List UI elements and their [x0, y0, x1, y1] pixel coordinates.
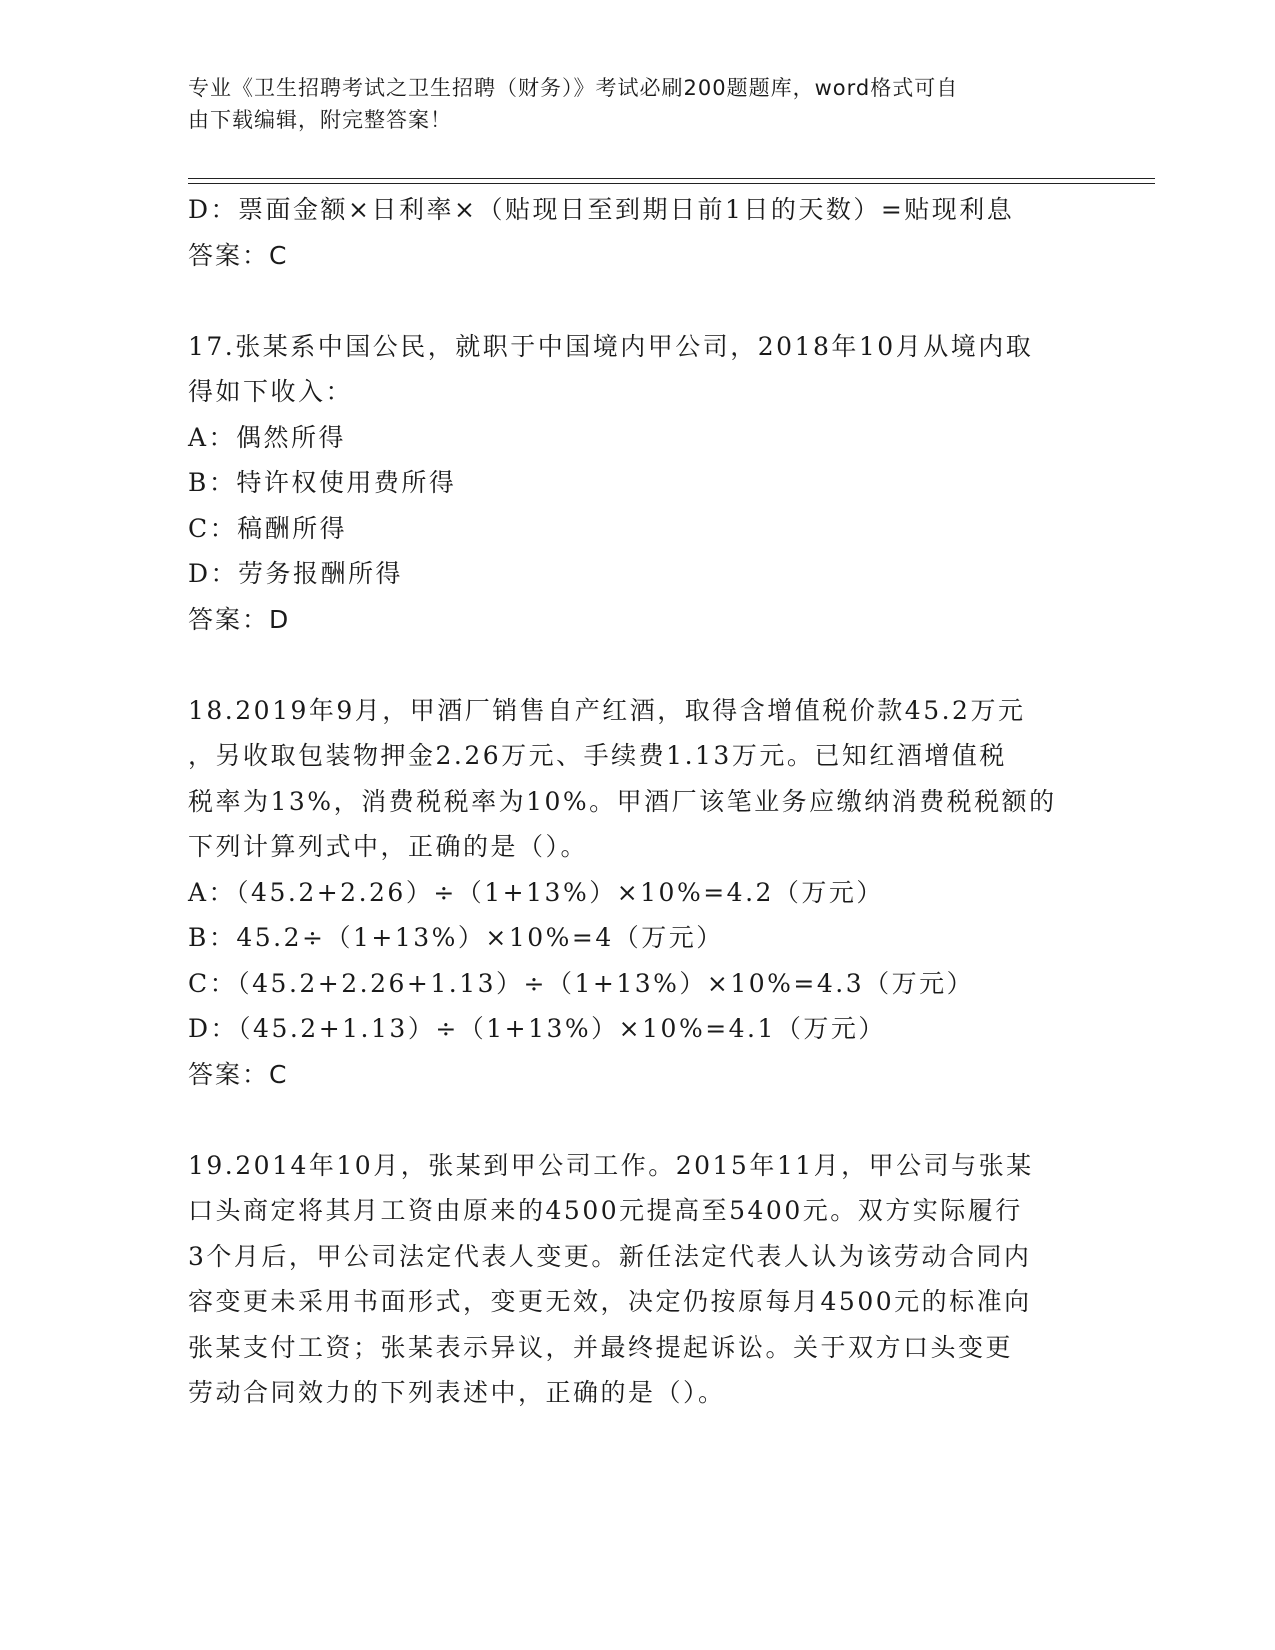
q18-stem-line: 18.2019年9月，甲酒厂销售自产红酒，取得含增值税价款45.2万元: [188, 695, 1026, 725]
q17-stem-line: 得如下收入：: [188, 377, 354, 406]
q19-stem-line: 张某支付工资；张某表示异议，并最终提起诉讼。关于双方口头变更: [188, 1332, 1014, 1362]
q18-stem-line: 税率为13%，消费税税率为10%。甲酒厂该笔业务应缴纳消费税税额的: [188, 786, 1057, 816]
q19-stem-line: 19.2014年10月，张某到甲公司工作。2015年11月，甲公司与张某: [188, 1150, 1034, 1180]
q19-stem-line: 劳动合同效力的下列表述中，正确的是（）。: [188, 1378, 726, 1407]
q17-option-a: A：偶然所得: [188, 422, 347, 452]
q19-stem-line: 口头商定将其月工资由原来的4500元提高至5400元。双方实际履行: [188, 1196, 1023, 1225]
q17-option-c: C：稿酬所得: [188, 513, 348, 543]
document-header: [188, 72, 1078, 136]
q17-stem-line: 17.张某系中国公民，就职于中国境内甲公司，2018年10月从境内取: [188, 331, 1034, 361]
header-divider-top: [188, 178, 1155, 179]
q18-option-a: A：（45.2+2.26）÷（1+13%）×10%=4.2（万元）: [188, 877, 884, 907]
question-17: [188, 324, 1088, 643]
q18-option-b: B：45.2÷（1+13%）×10%=4（万元）: [188, 923, 724, 952]
question-19: [188, 1143, 1088, 1416]
q18-stem-line: ，另收取包装物押金2.26万元、手续费1.13万元。已知红酒增值税: [188, 741, 1007, 770]
q18-stem-line: 下列计算列式中，正确的是（）。: [188, 832, 589, 861]
q19-stem-line: 3个月后，甲公司法定代表人变更。新任法定代表人认为该劳动合同内: [188, 1241, 1032, 1271]
question-18: [188, 688, 1088, 1098]
header-divider-bottom: [188, 183, 1155, 184]
q16-option-d: D：票面金额×日利率×（贴现日至到期日前1日的天数）=贴现利息: [188, 195, 1015, 224]
question-content: [188, 187, 1088, 1416]
header-line-1: 专业《卫生招聘考试之卫生招聘（财务）》考试必刷200题题库，word格式可自: [188, 76, 959, 100]
q16-answer: 答案：C: [188, 240, 289, 270]
header-line-2: 由下载编辑，附完整答案！: [188, 108, 452, 132]
q17-answer: 答案：D: [188, 604, 291, 634]
q17-option-b: B：特许权使用费所得: [188, 468, 457, 497]
q18-option-c: C：（45.2+2.26+1.13）÷（1+13%）×10%=4.3（万元）: [188, 968, 975, 998]
q18-answer: 答案：C: [188, 1059, 289, 1089]
q19-stem-line: 容变更未采用书面形式，变更无效，决定仍按原每月4500元的标准向: [188, 1287, 1032, 1316]
q18-option-d: D：（45.2+1.13）÷（1+13%）×10%=4.1（万元）: [188, 1014, 886, 1043]
q17-option-d: D：劳务报酬所得: [188, 559, 404, 588]
